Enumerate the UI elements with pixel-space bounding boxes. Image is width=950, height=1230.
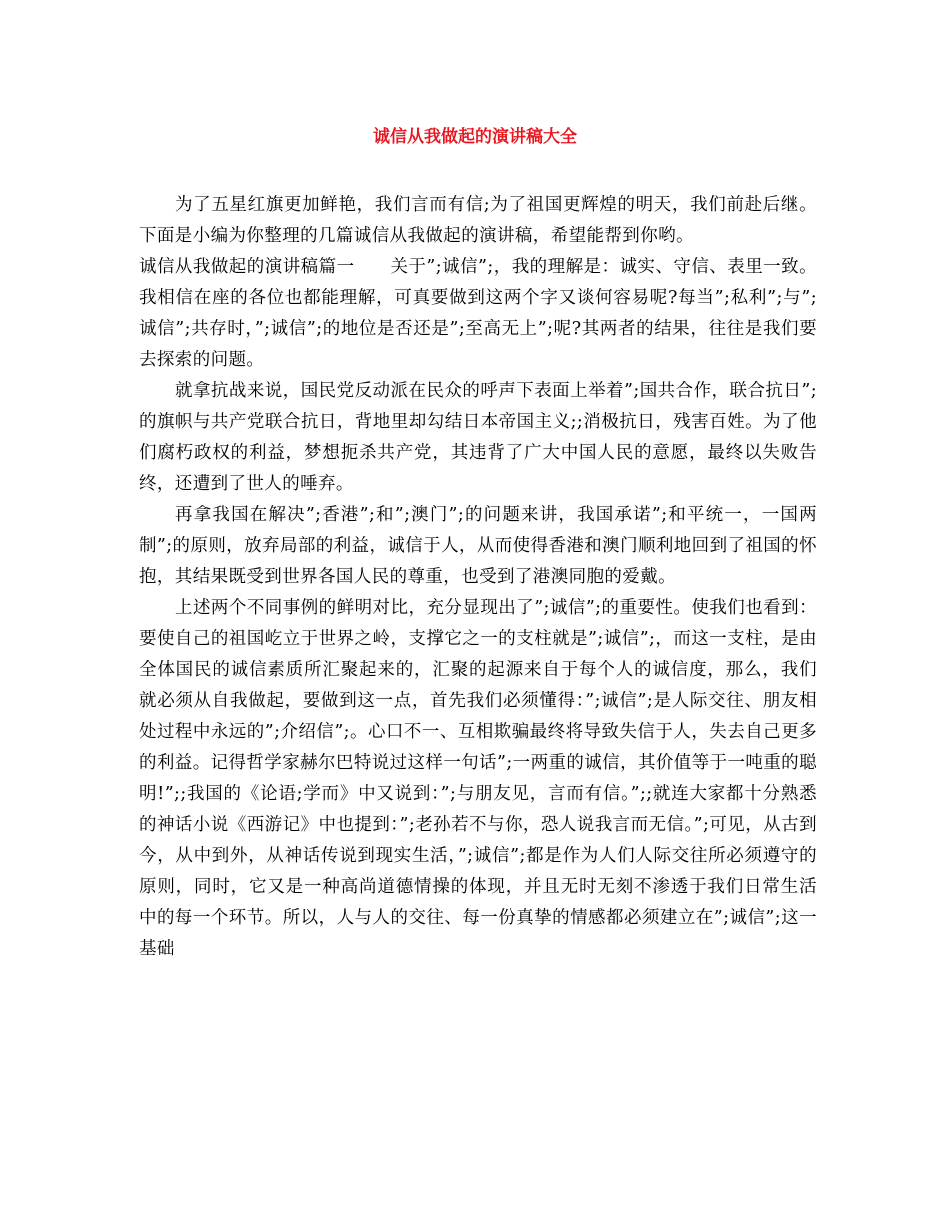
paragraph-speech-one: 诚信从我做起的演讲稿篇一 关于”;诚信”;，我的理解是：诚实、守信、表里一致。我相信在座的各位也都能理解，可真要做到这两个字又谈何容易呢?每当”;私利”;与”;诚信”;共存时，”;诚信”;的地位是否还是”;至高无上”;呢?其两者的结果，往往是我们要去探索的问题。 bbox=[139, 257, 817, 370]
paragraph-intro: 为了五星红旗更加鲜艳，我们言而有信;为了祖国更辉煌的明天，我们前赴后继。 下面是小编为你整理的几篇诚信从我做起的演讲稿，希望能帮到你哟。 bbox=[139, 195, 817, 246]
document-body bbox=[139, 190, 817, 965]
paragraph-anti-japanese-war: 就拿抗战来说，国民党反动派在民众的呼声下表面上举着”;国共合作，联合抗日”;的旗帜与共产党联合抗日，背地里却勾结日本帝国主义;;消极抗日，残害百姓。为了他们腐朽政权的利益，梦想扼杀共产党，其违背了广大中国人民的意愿，最终以失败告终，还遭到了世人的唾弃。 bbox=[139, 381, 817, 494]
paragraph-importance-of-integrity: 上述两个不同事例的鲜明对比，充分显现出了”;诚信”;的重要性。使我们也看到：要使自己的祖国屹立于世界之岭，支撑它之一的支柱就是”;诚信”;，而这一支柱，是由全体国民的诚信素质所汇聚起来的，汇聚的起源来自于每个人的诚信度，那么，我们就必须从自我做起，要做到这一点，首先我们必须懂得：”;诚信”;是人际交往、朋友相处过程中永远的”;介绍信”;。心口不一、互相欺骗最终将导致失信于人，失去自己更多的利益。记得哲学家赫尔巴特说过这样一句话”;一两重的诚信，其价值等于一吨重的聪明!”;;我国的《论语;学而》中又说到：”;与朋友见，言而有信。”;;就连大家都十分熟悉的神话小说《西游记》中也提到：”;老孙若不与你，恐人说我言而无信。”;可见，从古到今，从中到外，从神话传说到现实生活，”;诚信”;都是作为人们人际交往所必须遵守的原则，同时，它又是一种高尚道德情操的体现，并且无时无刻不渗透于我们日常生活中的每一个环节。所以，人与人的交往、每一份真挚的情感都必须建立在”;诚信”;这一基础 bbox=[139, 598, 817, 959]
document-title: 诚信从我做起的演讲稿大全 bbox=[373, 127, 577, 147]
paragraph-hongkong-macau: 再拿我国在解决”;香港”;和”;澳门”;的问题来讲，我国承诺”;和平统一，一国两制”;的原则，放弃局部的利益，诚信于人，从而使得香港和澳门顺利地回到了祖国的怀抱，其结果既受到世界各国人民的尊重，也受到了港澳同胞的爱戴。 bbox=[139, 505, 817, 587]
